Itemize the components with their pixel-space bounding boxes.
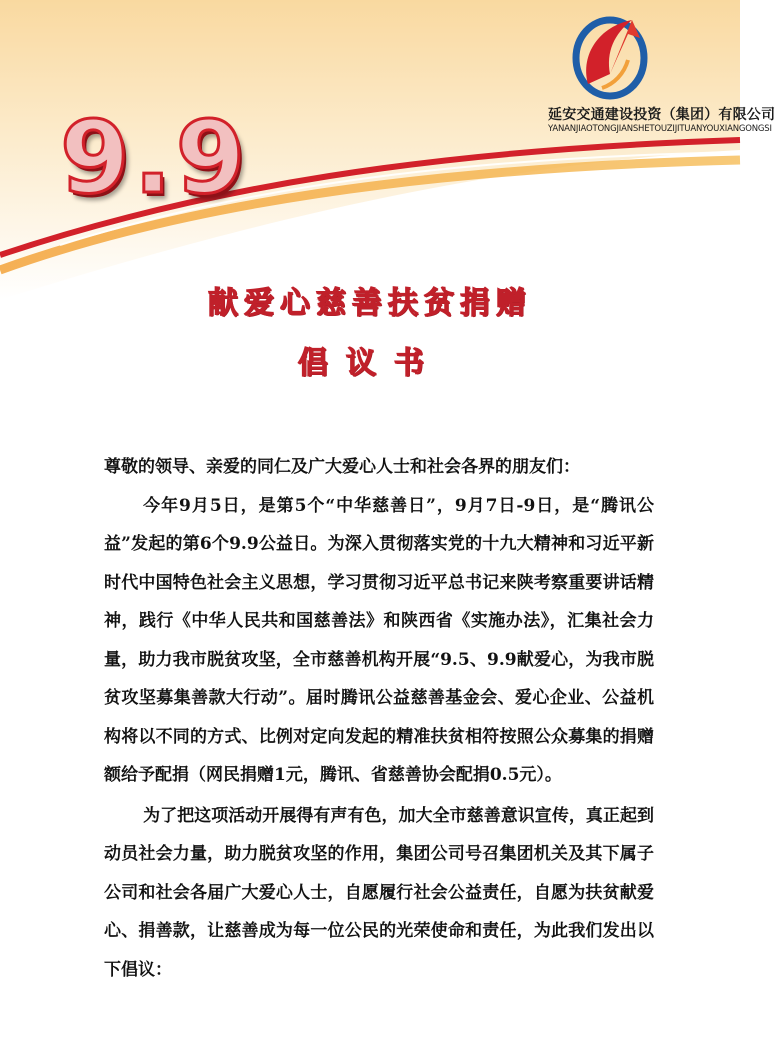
- salutation: 尊敬的领导、亲爱的同仁及广大爱心人士和社会各界的朋友们：: [104, 457, 580, 477]
- red-blue-swoosh-icon: [570, 14, 650, 100]
- paragraph: 今年9月5日，是第5个“中华慈善日”，9月7日-9日，是“腾讯公益”发起的第6个9.9公益日。为深入贯彻落实党的十九大精神和习近平新时代中国特色社会主义思想，学习贯彻习近平总书记来陕考察重要讲话精神，践行《中华人民共和国慈善法》和陕西省《实施办法》，汇集社会力量，助力我市脱贫攻坚，全市慈善机构开展“9.5、9.9献爱心，为我市脱贫攻坚募集善款大行动”。届时腾讯公益慈善基金会、爱心企业、公益机构将以不同的方式、比例对定向发起的精准扶贫相符按照公众募集的捐赠额给予配捐（网民捐赠1元，腾讯、省慈善协会配捐0.5元）。: [104, 495, 654, 785]
- document-subtitle: 倡议书: [298, 346, 442, 381]
- big-date-title: 9.9: [60, 99, 250, 216]
- document-title: 献爱心慈善扶贫捐赠: [208, 286, 532, 321]
- company-logo: [548, 14, 775, 134]
- company-name: 延安交通建设投资（集团）有限公司: [548, 107, 775, 123]
- paragraph: 为了把这项活动开展得有声有色，加大全市慈善意识宣传，真正起到动员社会力量，助力脱贫攻坚的作用，集团公司号召集团机关及其下属子公司和社会各届广大爱心人士，自愿履行社会公益责任，自愿为扶贫献爱心、捐善款，让慈善成为每一位公民的光荣使命和责任，为此我们发出以下倡议：: [104, 805, 654, 980]
- document-body: [104, 448, 654, 989]
- company-pinyin: YANANJIAOTONGJIANSHETOUZIJITUANYOUXIANGONGSI: [548, 124, 772, 134]
